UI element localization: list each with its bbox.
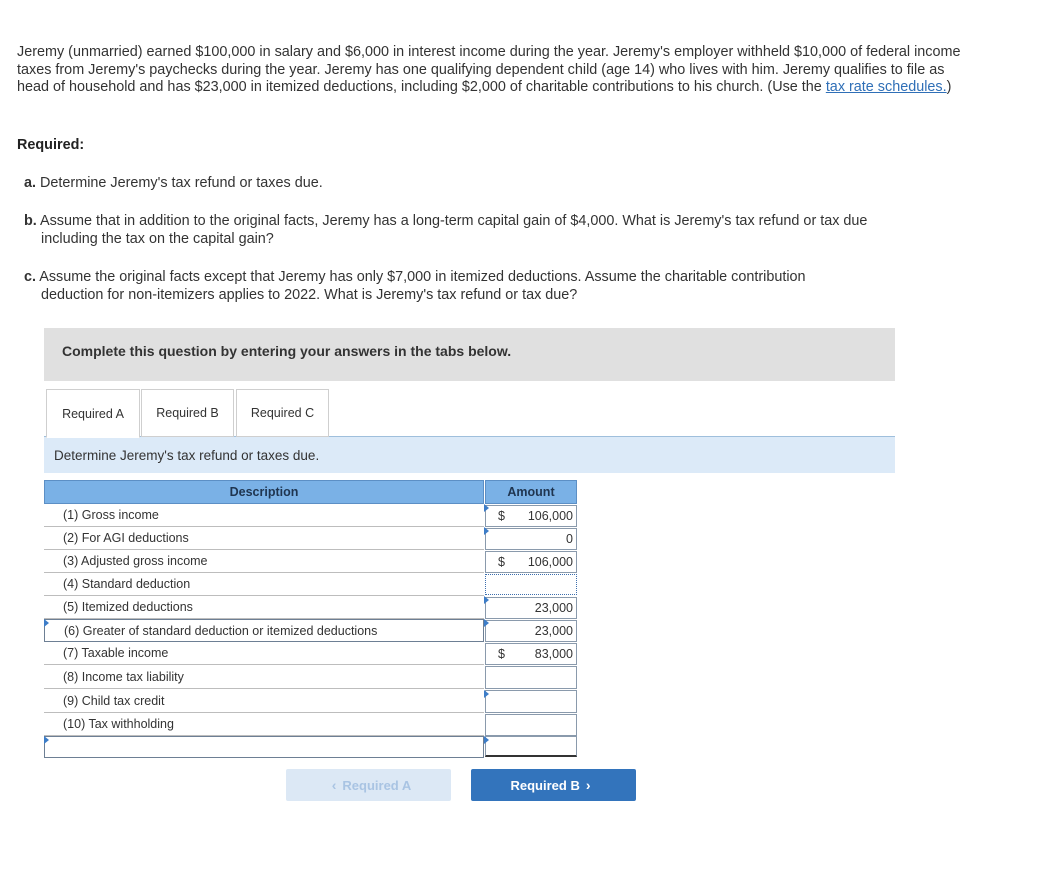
table-row-label-selected[interactable] bbox=[44, 736, 484, 758]
amount-input-adjusted-gross-income[interactable] bbox=[485, 551, 577, 573]
amount-input-itemized-deductions[interactable] bbox=[485, 597, 577, 619]
question-a-letter: a. bbox=[24, 175, 37, 191]
amount-value: 83,000 bbox=[534, 647, 573, 661]
table-row-label: (5) Itemized deductions bbox=[44, 596, 484, 619]
dropdown-flag-icon bbox=[44, 619, 49, 627]
question-c-text: Assume the original facts except that Jeremy has only $7,000 in itemized deductions. Assume the charitable contribution bbox=[36, 269, 806, 285]
question-c-letter: c. bbox=[24, 269, 37, 285]
question-b-text: Assume that in addition to the original facts, Jeremy has a long-term capital gain of $4,000. What is Jeremy's tax refund or tax due bbox=[36, 213, 868, 229]
amount-header: Amount bbox=[485, 480, 577, 504]
problem-text: Jeremy (unmarried) earned $100,000 in salary and $6,000 in interest income during the year. Jeremy's employer withheld $10,000 of federal income taxes from Jeremy's paychecks during the year. Jeremy has one qualifying dependent child (age 14) who lives with him. Jeremy qualifies to file as head of household and has $23,000 in itemized deductions, including $2,000 of charitable contributions to his church. (Use the bbox=[17, 44, 961, 95]
amount-input-taxable-income[interactable] bbox=[485, 643, 577, 665]
next-button-label: Required B bbox=[510, 777, 580, 793]
tab-required-c[interactable]: Required C bbox=[236, 389, 329, 437]
input-flag-icon bbox=[484, 690, 489, 698]
amount-value: 23,000 bbox=[534, 624, 573, 638]
input-flag-icon bbox=[484, 596, 489, 604]
table-row-label: (3) Adjusted gross income bbox=[44, 550, 484, 573]
next-required-button[interactable] bbox=[471, 769, 636, 801]
question-a bbox=[24, 174, 964, 192]
tax-rate-schedules-link[interactable]: tax rate schedules. bbox=[825, 79, 947, 95]
question-c-text-cont: deduction for non-itemizers applies to 2022. What is Jeremy's tax refund or tax due? bbox=[41, 287, 578, 303]
amount-input-child-tax-credit[interactable] bbox=[485, 690, 577, 713]
instruction-text: Complete this question by entering your answers in the tabs below. bbox=[62, 343, 512, 359]
amount-input-greater-deduction[interactable] bbox=[485, 620, 577, 642]
chevron-right-icon: › bbox=[585, 777, 591, 793]
input-flag-icon bbox=[484, 736, 489, 744]
amount-value: 23,000 bbox=[534, 601, 573, 615]
table-row-label: (2) For AGI deductions bbox=[44, 527, 484, 550]
table-row-label-selected[interactable]: (6) Greater of standard deduction or itemized deductions bbox=[44, 619, 484, 642]
table-row-label: (8) Income tax liability bbox=[44, 665, 484, 689]
table-row-label: (1) Gross income bbox=[44, 504, 484, 527]
question-b-text-cont: including the tax on the capital gain? bbox=[41, 231, 274, 247]
amount-input-gross-income[interactable] bbox=[485, 505, 577, 527]
question-b-letter: b. bbox=[24, 213, 37, 229]
question-b bbox=[24, 212, 964, 248]
problem-text-end: ) bbox=[946, 79, 952, 95]
amount-input-tax-withholding[interactable] bbox=[485, 714, 577, 736]
tab-description: Determine Jeremy's tax refund or taxes due. bbox=[54, 448, 320, 463]
problem-statement bbox=[17, 44, 977, 97]
input-flag-icon bbox=[484, 619, 489, 627]
amount-value: 106,000 bbox=[527, 509, 573, 523]
table-row-label: (7) Taxable income bbox=[44, 642, 484, 665]
dropdown-flag-icon bbox=[44, 736, 49, 744]
currency-symbol: $ bbox=[498, 647, 505, 661]
prev-required-button[interactable] bbox=[286, 769, 451, 801]
amount-value: 106,000 bbox=[527, 555, 573, 569]
tab-required-b[interactable]: Required B bbox=[141, 389, 234, 437]
instruction-box bbox=[44, 328, 895, 381]
amount-input-standard-deduction[interactable] bbox=[485, 574, 577, 595]
chevron-left-icon: ‹ bbox=[331, 777, 337, 793]
question-a-text: Determine Jeremy's tax refund or taxes due. bbox=[36, 175, 323, 191]
input-flag-icon bbox=[484, 527, 489, 535]
amount-input-result[interactable] bbox=[485, 736, 577, 757]
currency-symbol: $ bbox=[498, 509, 505, 523]
prev-button-label: Required A bbox=[342, 777, 412, 793]
table-row-label: (9) Child tax credit bbox=[44, 689, 484, 713]
currency-symbol: $ bbox=[498, 555, 505, 569]
amount-input-for-agi-deductions[interactable] bbox=[485, 528, 577, 550]
table-row-label: (4) Standard deduction bbox=[44, 573, 484, 596]
question-c bbox=[24, 268, 964, 304]
description-header: Description bbox=[44, 480, 484, 504]
tab-required-a[interactable]: Required A bbox=[46, 389, 140, 438]
table-row-label: (10) Tax withholding bbox=[44, 713, 484, 736]
tab-description-band bbox=[44, 437, 895, 473]
input-flag-icon bbox=[484, 504, 489, 512]
amount-value: 0 bbox=[566, 532, 573, 546]
required-heading: Required: bbox=[17, 137, 85, 153]
amount-input-income-tax-liability[interactable] bbox=[485, 666, 577, 689]
